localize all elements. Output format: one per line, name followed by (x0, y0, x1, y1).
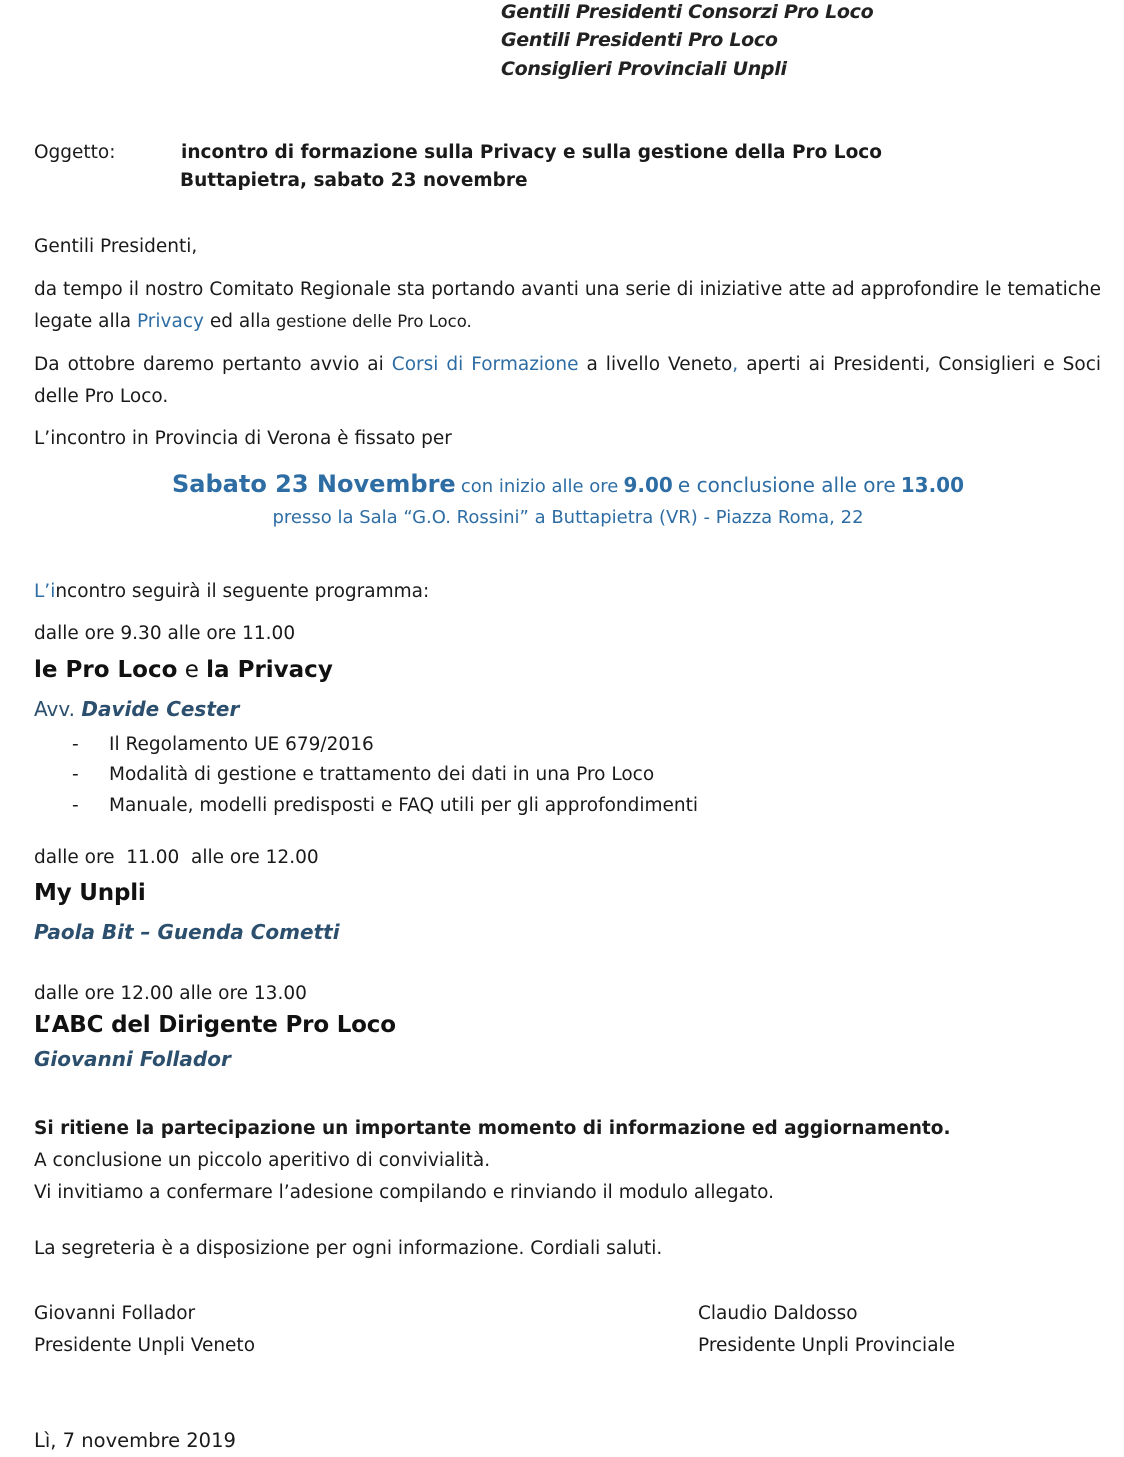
signature-role: Presidente Unpli Veneto (34, 1335, 256, 1356)
greeting: Gentili Presidenti, (34, 236, 198, 257)
session-2-speaker: Paola Bit – Guenda Cometti (34, 920, 340, 944)
paragraph-1-line-1: da tempo il nostro Comitato Regionale sta portando avanti una serie di iniziative atte ad approfondire le tematiche (34, 279, 1101, 300)
text: con inizio alle ore (460, 476, 619, 497)
subject-line-2: Buttapietra, sabato 23 novembre (180, 170, 528, 191)
closing-bold: Si ritiene la partecipazione un importante momento di informazione ed aggiornamento. (34, 1118, 951, 1139)
closing-line: A conclusione un piccolo aperitivo di convivialità. (34, 1150, 491, 1171)
paragraph-1-line-2 (34, 311, 472, 332)
text: legate alla (34, 311, 132, 332)
paragraph-3: L’incontro in Provincia di Verona è fissato per (34, 428, 452, 449)
bullet-item (0, 734, 800, 758)
place-date: Lì, 7 novembre 2019 (34, 1429, 236, 1452)
text: ncontro seguirà il seguente programma: (55, 581, 430, 602)
text: L’i (34, 581, 56, 602)
text: a gestione delle Pro Loco. (260, 312, 472, 331)
bullet-item (0, 795, 800, 819)
text: le Pro Loco (34, 657, 178, 683)
text: Avv. (34, 697, 75, 721)
paragraph-2-line-2: delle Pro Loco. (34, 386, 169, 407)
text: e conclusione alle ore (677, 473, 896, 497)
session-1-time: dalle ore 9.30 alle ore 11.00 (34, 623, 296, 644)
signature-role: Presidente Unpli Provinciale (698, 1335, 956, 1356)
event-date-line (0, 470, 1124, 498)
session-2-title: My Unpli (34, 880, 146, 906)
signature-name: Claudio Daldosso (698, 1303, 858, 1324)
session-3-speaker: Giovanni Follador (34, 1047, 231, 1071)
corsi-highlight: Corsi di Formazione (391, 354, 579, 375)
recipient-line: Gentili Presidenti Pro Loco (501, 29, 778, 51)
program-intro (34, 581, 429, 602)
text: ed all (209, 311, 261, 332)
recipient-line: Gentili Presidenti Consorzi Pro Loco (501, 1, 874, 23)
event-end-time: 13.00 (900, 473, 964, 497)
speaker-name: Davide Cester (81, 697, 240, 721)
recipient-line: Consiglieri Provinciali Unpli (501, 58, 787, 80)
bullet-text: Modalità di gestione e trattamento dei dati in una Pro Loco (109, 764, 655, 785)
text: Da ottobre daremo pertanto avvio ai (34, 354, 384, 375)
session-3-time: dalle ore 12.00 alle ore 13.00 (34, 983, 307, 1004)
subject-label: Oggetto: (34, 142, 116, 163)
bullet-dash: - (72, 734, 79, 755)
signature-name: Giovanni Follador (34, 1303, 196, 1324)
text: , (732, 354, 739, 375)
paragraph-2-line-1 (34, 354, 1101, 375)
session-1-title (34, 657, 333, 683)
privacy-highlight: Privacy (136, 311, 204, 332)
session-1-speaker (34, 697, 239, 721)
event-start-time: 9.00 (623, 473, 673, 497)
bullet-item (0, 764, 800, 788)
bullet-dash: - (72, 764, 79, 785)
session-2-time: dalle ore 11.00 alle ore 12.00 (34, 847, 319, 868)
session-3-title: L’ABC del Dirigente Pro Loco (34, 1012, 396, 1038)
bullet-text: Manuale, modelli predisposti e FAQ utili per gli approfondimenti (109, 795, 699, 816)
event-date: Sabato 23 Novembre (171, 470, 456, 498)
subject-line-1: incontro di formazione sulla Privacy e sulla gestione della Pro Loco (181, 142, 882, 163)
closing-line: Vi invitiamo a confermare l’adesione compilando e rinviando il modulo allegato. (34, 1182, 775, 1203)
text: e (184, 657, 199, 683)
event-venue: presso la Sala “G.O. Rossini” a Buttapietra (VR) - Piazza Roma, 22 (272, 507, 864, 528)
bullet-text: Il Regolamento UE 679/2016 (109, 734, 374, 755)
closing-line: La segreteria è a disposizione per ogni informazione. Cordiali saluti. (34, 1238, 663, 1259)
bullet-dash: - (72, 795, 79, 816)
text: la Privacy (206, 657, 333, 683)
text: a livello Veneto (586, 354, 733, 375)
text: aperti ai Presidenti, Consiglieri e Soci (746, 354, 1102, 375)
